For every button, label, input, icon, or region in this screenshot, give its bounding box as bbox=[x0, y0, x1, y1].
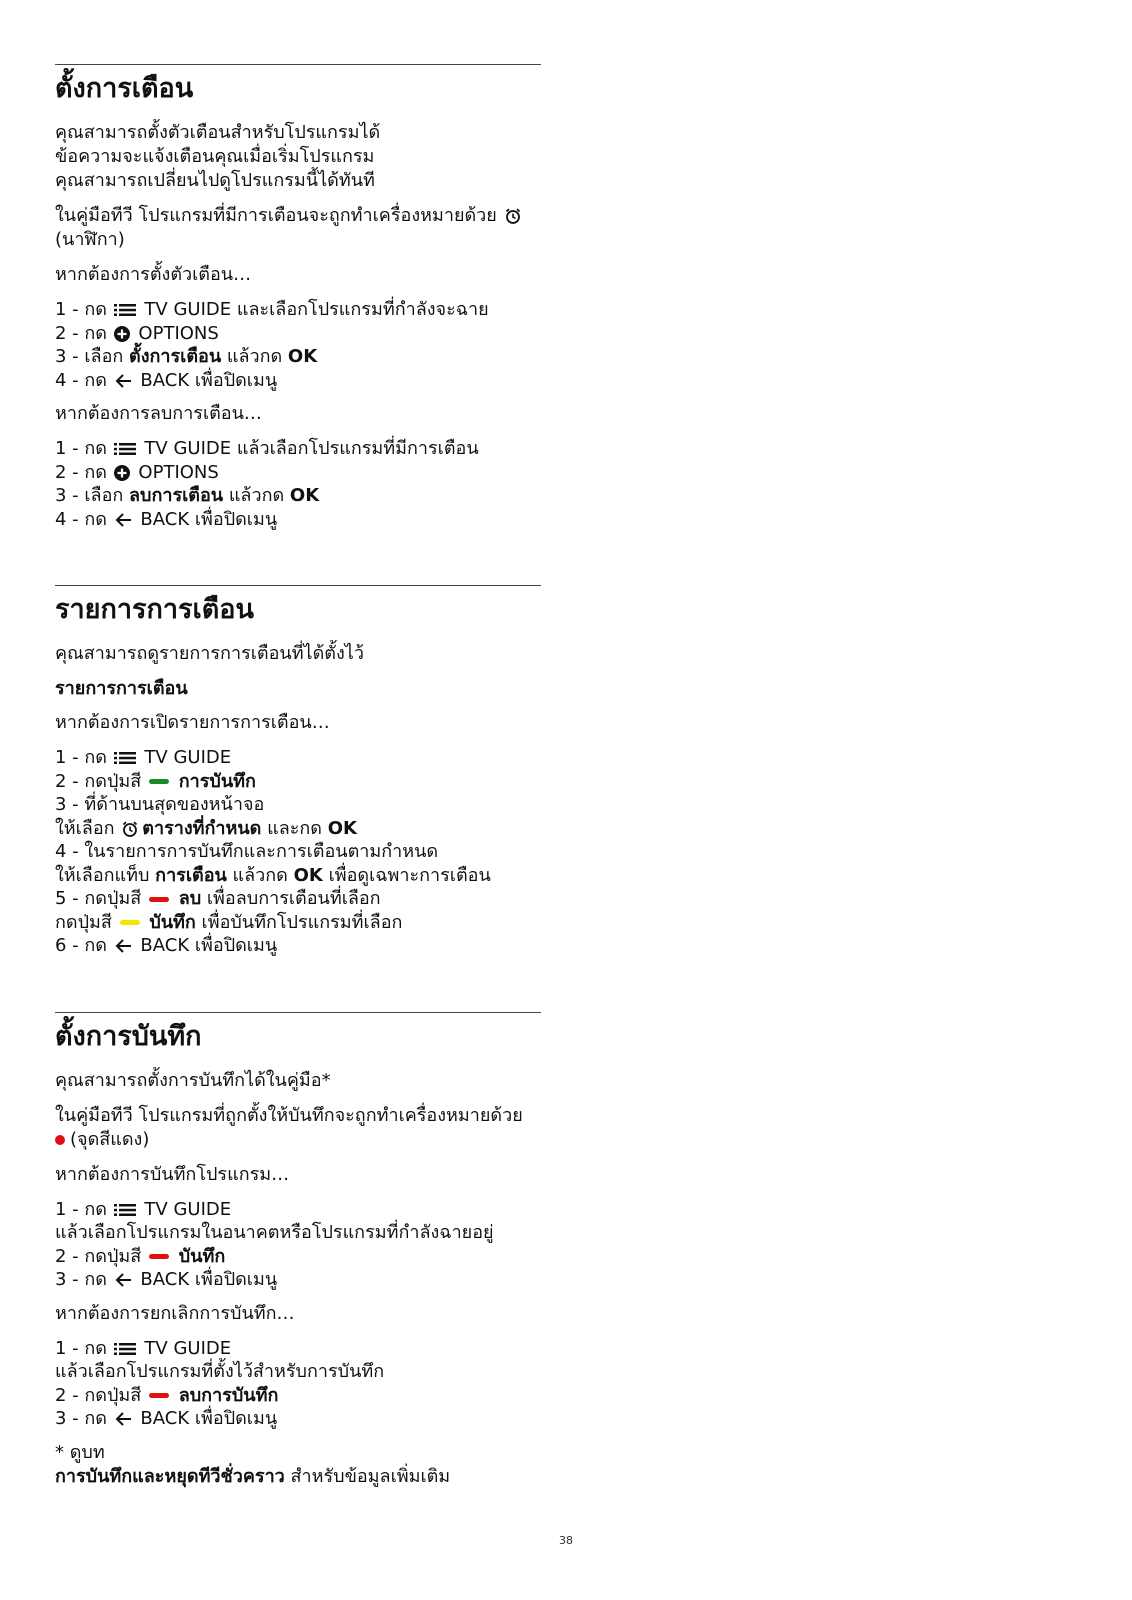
step-5: 5 - กดปุ่มสี ลบ เพื่อลบการเตือนที่เลือก bbox=[55, 888, 381, 909]
step-2: 2 - กดปุ่มสี การบันทึก bbox=[55, 770, 256, 792]
record-steps bbox=[55, 1198, 541, 1292]
alarm-clock-icon bbox=[121, 820, 139, 838]
section-title: ตั้งการเตือน bbox=[55, 73, 194, 104]
green-key-icon bbox=[149, 779, 169, 784]
section-divider bbox=[55, 585, 541, 586]
cancel-record-steps bbox=[55, 1337, 541, 1431]
step-4: 4 - กด BACK เพื่อปิดเมนู bbox=[55, 369, 278, 391]
red-key-icon bbox=[149, 1393, 169, 1398]
section-title: ตั้งการบันทึก bbox=[55, 1020, 202, 1052]
step-3: 3 - เลือก ลบการเตือน แล้วกด OK bbox=[55, 485, 320, 506]
step-3-cont: ให้เลือก ตารางที่กำหนด และกด OK bbox=[55, 817, 357, 839]
step-3: 3 - ที่ด้านบนสุดของหน้าจอ bbox=[55, 794, 265, 815]
step-1: 1 - กด TV GUIDE bbox=[55, 1337, 232, 1359]
intro-paragraph: คุณสามารถตั้งการบันทึกได้ในคู่มือ* bbox=[55, 1069, 331, 1091]
step-4: 4 - ในรายการการบันทึกและการเตือนตามกำหนด bbox=[55, 841, 439, 862]
step-6: 6 - กด BACK เพื่อปิดเมนู bbox=[55, 935, 278, 956]
section-divider bbox=[55, 64, 541, 65]
remove-reminder-steps bbox=[55, 437, 541, 531]
red-dot-icon bbox=[55, 1135, 65, 1145]
open-list-steps bbox=[55, 746, 541, 958]
step-1: 1 - กด TV GUIDE แล้วเลือกโปรแกรมที่มีการเตือน bbox=[55, 438, 479, 459]
step-2: 2 - กดปุ่มสี ลบการบันทึก bbox=[55, 1384, 279, 1406]
alarm-clock-icon bbox=[504, 207, 522, 225]
intro-paragraph: คุณสามารถดูรายการการเตือนที่ได้ตั้งไว้ bbox=[55, 643, 364, 664]
record-lead: หากต้องการบันทึกโปรแกรม… bbox=[55, 1163, 290, 1185]
footnote-link[interactable]: การบันทึกและหยุดทีวีชั่วคราว bbox=[55, 1465, 285, 1487]
section-title: รายการการเตือน bbox=[55, 594, 254, 625]
step-1-cont: แล้วเลือกโปรแกรมที่ตั้งไว้สำหรับการบันทึก bbox=[55, 1361, 385, 1382]
section-set-recording bbox=[55, 1012, 541, 1489]
guide-note: ในคู่มือทีวี โปรแกรมที่มีการเตือนจะถูกทำเครื่องหมายด้วย (นาฬิกา) bbox=[55, 204, 541, 252]
step-4-cont: ให้เลือกแท็บ การเตือน แล้วกด OK เพื่อดูเฉพาะการเตือน bbox=[55, 864, 491, 886]
arrow-left-icon bbox=[114, 1272, 132, 1288]
section-divider bbox=[55, 1012, 541, 1013]
list-icon bbox=[114, 442, 136, 456]
list-icon bbox=[114, 751, 136, 765]
intro-paragraph: คุณสามารถตั้งตัวเตือนสำหรับโปรแกรมได้ ข้อความจะแจ้งเตือนคุณเมื่อเริ่มโปรแกรม คุณสามารถเปลี่ยนไปดูโปรแกรมนี้ได้ทันที bbox=[55, 122, 381, 191]
arrow-left-icon bbox=[114, 1411, 132, 1427]
section-set-reminder bbox=[55, 64, 541, 531]
remove-reminder-lead: หากต้องการลบการเตือน… bbox=[55, 403, 262, 424]
step-1: 1 - กด TV GUIDE และเลือกโปรแกรมที่กำลังจะฉาย bbox=[55, 299, 489, 320]
step-2: 2 - กดปุ่มสี บันทึก bbox=[55, 1245, 226, 1267]
cancel-record-lead: หากต้องการยกเลิกการบันทึก… bbox=[55, 1302, 295, 1324]
step-2: 2 - กด OPTIONS bbox=[55, 322, 219, 344]
list-icon bbox=[114, 303, 136, 317]
step-3: 3 - เลือก ตั้งการเตือน แล้วกด OK bbox=[55, 346, 318, 367]
plus-circle-icon bbox=[114, 465, 130, 481]
footnote: * ดูบท การบันทึกและหยุดทีวีชั่วคราว สำหรับข้อมูลเพิ่มเติม bbox=[55, 1441, 451, 1487]
step-3: 3 - กด BACK เพื่อปิดเมนู bbox=[55, 1269, 278, 1290]
arrow-left-icon bbox=[114, 512, 132, 528]
step-1-cont: แล้วเลือกโปรแกรมในอนาคตหรือโปรแกรมที่กำลังฉายอยู่ bbox=[55, 1222, 494, 1243]
list-icon bbox=[114, 1342, 136, 1356]
red-key-icon bbox=[149, 897, 169, 902]
subsection-title: รายการการเตือน bbox=[55, 678, 188, 699]
list-icon bbox=[114, 1203, 136, 1217]
arrow-left-icon bbox=[114, 938, 132, 954]
guide-note: ในคู่มือทีวี โปรแกรมที่ถูกตั้งให้บันทึกจะถูกทำเครื่องหมายด้วย (จุดสีแดง) bbox=[55, 1104, 523, 1150]
step-5-cont: กดปุ่มสี บันทึก เพื่อบันทึกโปรแกรมที่เลือก bbox=[55, 911, 403, 933]
page-number: 38 bbox=[559, 1534, 573, 1547]
yellow-key-icon bbox=[120, 920, 140, 925]
set-reminder-lead: หากต้องการตั้งตัวเตือน… bbox=[55, 264, 252, 285]
content-column bbox=[55, 64, 541, 1500]
step-3: 3 - กด BACK เพื่อปิดเมนู bbox=[55, 1408, 278, 1429]
step-1: 1 - กด TV GUIDE bbox=[55, 1198, 232, 1220]
step-1: 1 - กด TV GUIDE bbox=[55, 747, 232, 768]
open-list-lead: หากต้องการเปิดรายการการเตือน… bbox=[55, 712, 330, 733]
set-reminder-steps bbox=[55, 298, 541, 392]
red-key-icon bbox=[149, 1254, 169, 1259]
step-4: 4 - กด BACK เพื่อปิดเมนู bbox=[55, 508, 278, 530]
arrow-left-icon bbox=[114, 373, 132, 389]
step-2: 2 - กด OPTIONS bbox=[55, 461, 219, 483]
plus-circle-icon bbox=[114, 326, 130, 342]
section-reminder-list bbox=[55, 585, 541, 958]
